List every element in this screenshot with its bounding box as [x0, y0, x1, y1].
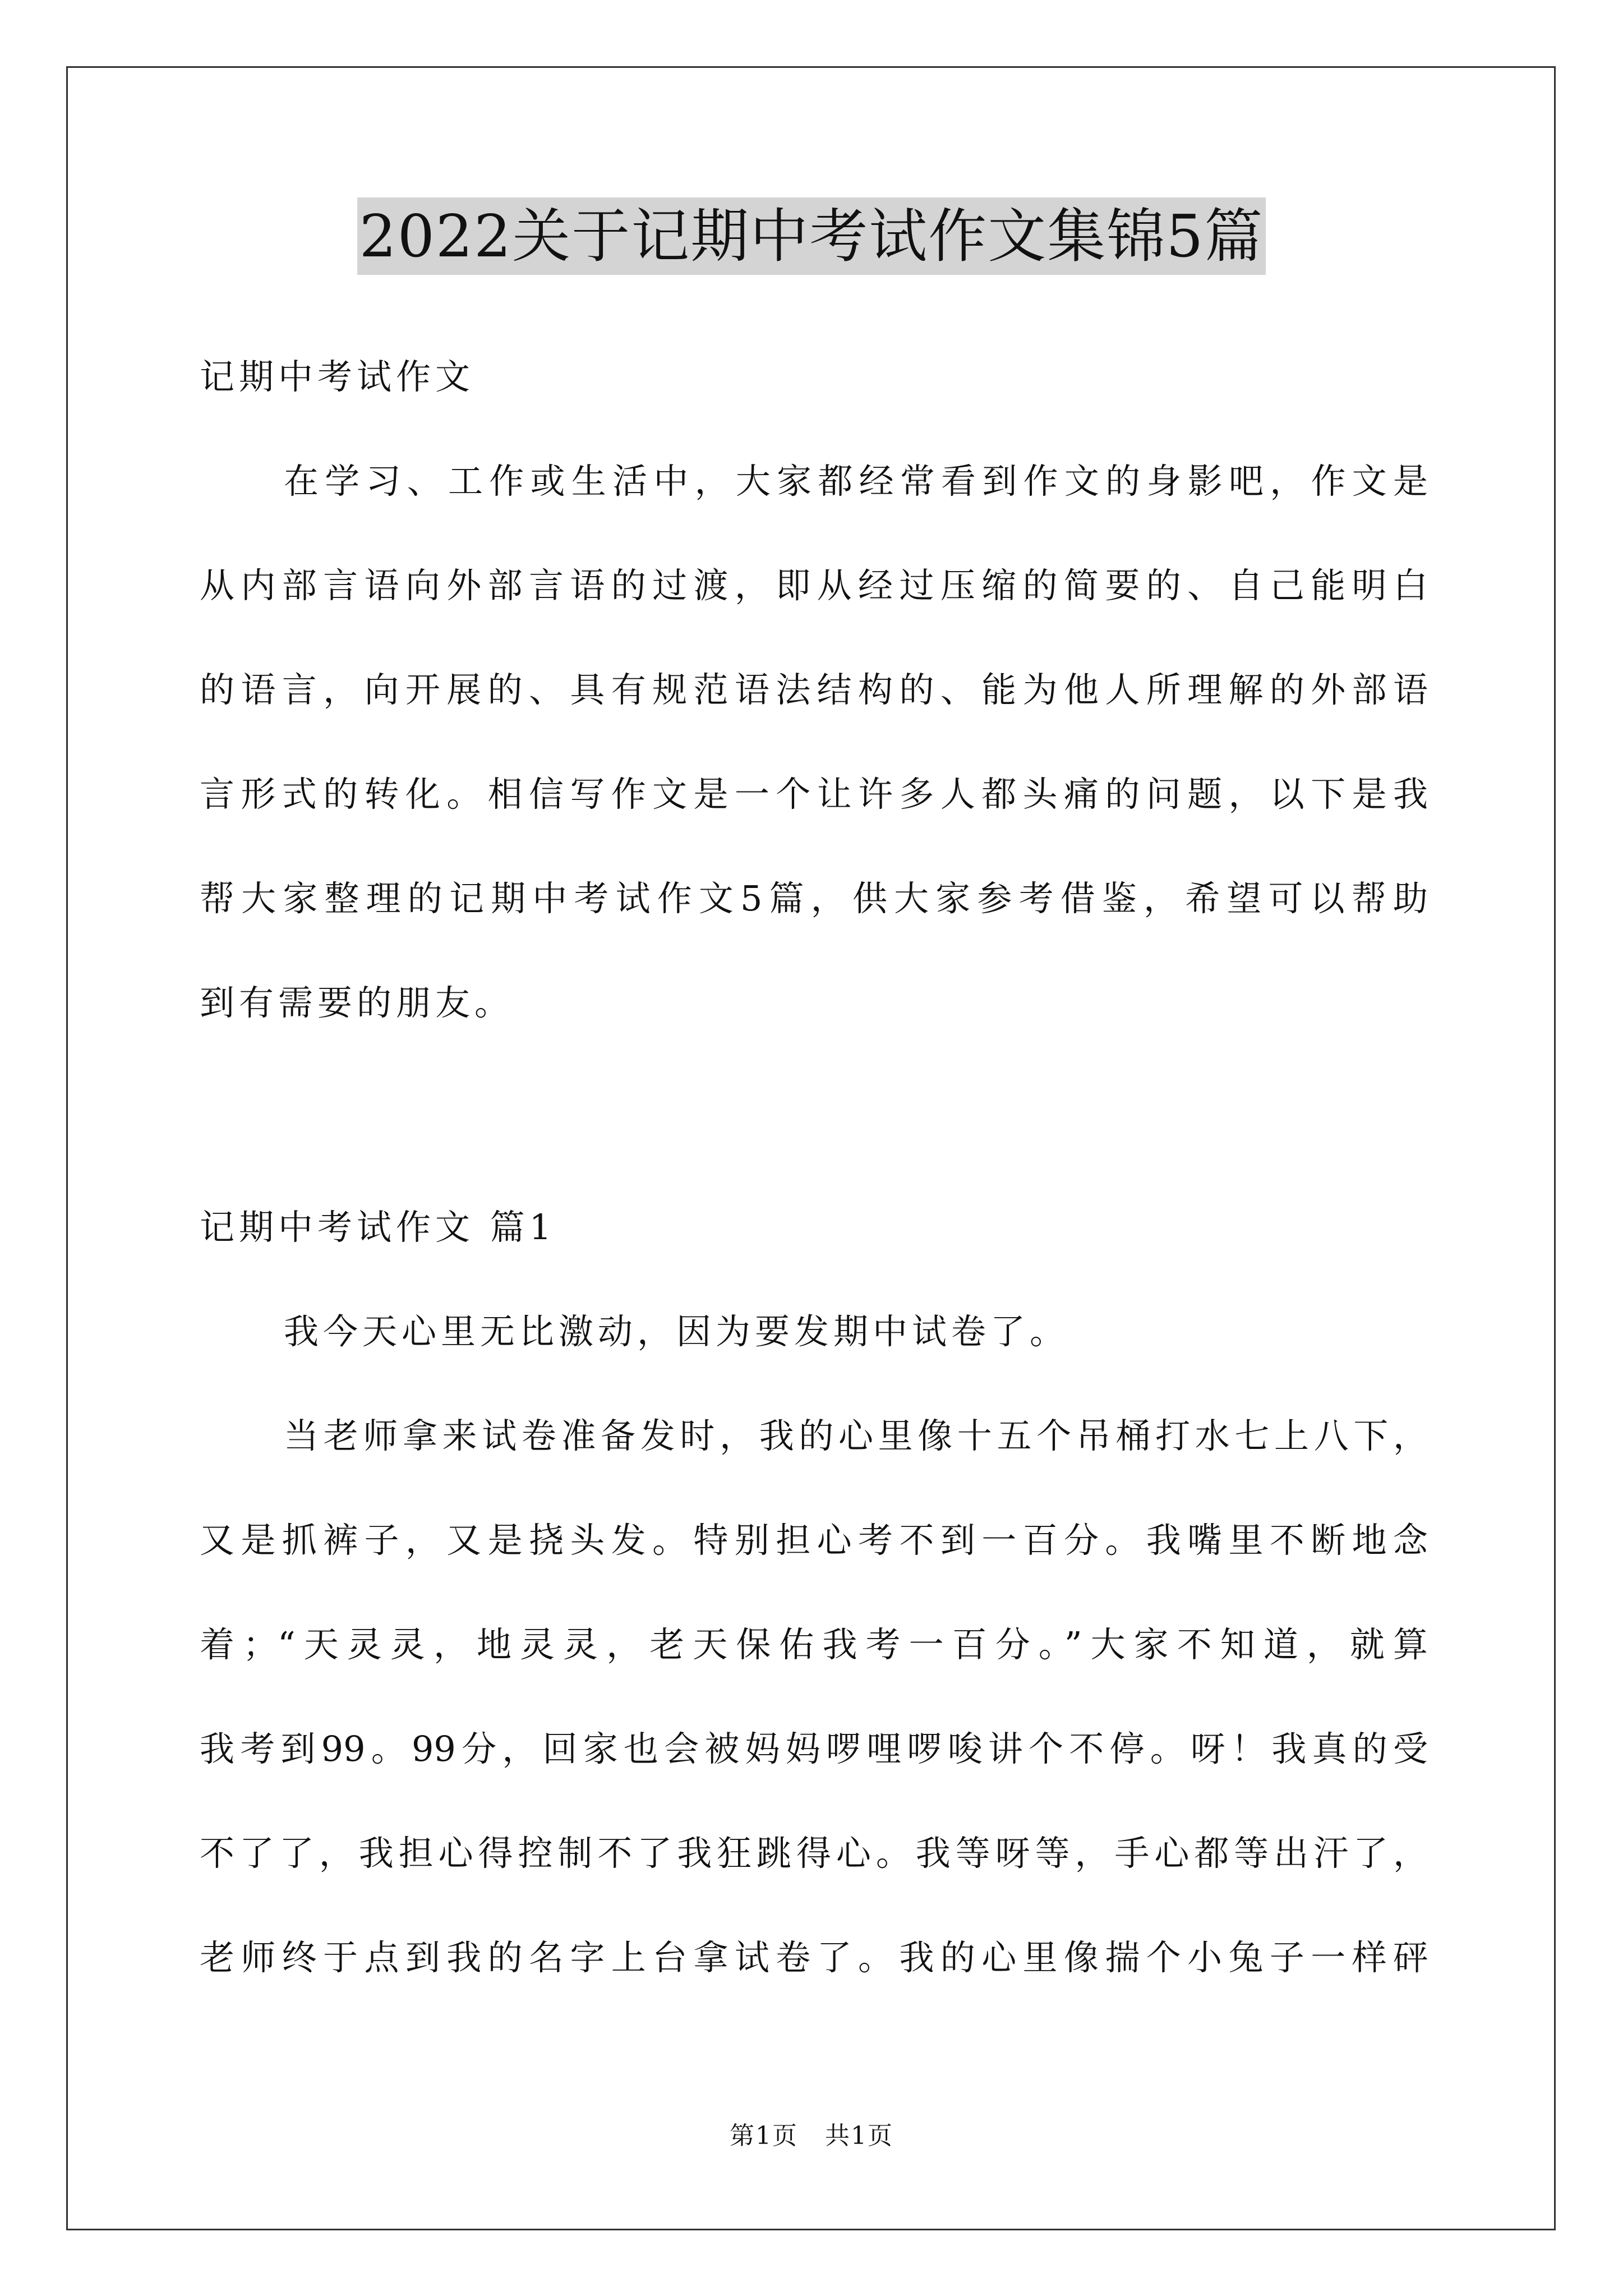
intro-line: 到有需要的朋友。: [200, 982, 514, 1023]
paragraph-line: 当老师拿来试卷准备发时，我的心里像十五个吊桶打水七上八下，: [284, 1415, 1428, 1456]
paragraph-line: 着；“天灵灵，地灵灵，老天保佑我考一百分。”大家不知道，就算: [200, 1624, 1428, 1665]
paragraph-line: 老师终于点到我的名字上台拿试卷了。我的心里像揣个小兔子一样砰: [200, 1937, 1428, 1978]
title-container: [0, 197, 1623, 275]
document-title: 2022关于记期中考试作文集锦5篇: [357, 197, 1266, 275]
paragraph-line: 我考到99。99分，回家也会被妈妈啰哩啰唆讲个不停。呀！我真的受: [200, 1728, 1428, 1769]
intro-line: 从内部言语向外部言语的过渡，即从经过压缩的简要的、自己能明白: [200, 565, 1428, 606]
page-footer: 第1页 共1页: [730, 2122, 893, 2150]
paragraph-line: 不了了，我担心得控制不了我狂跳得心。我等呀等，手心都等出汗了，: [200, 1833, 1428, 1874]
intro-line: 帮大家整理的记期中考试作文5篇，供大家参考借鉴，希望可以帮助: [200, 878, 1428, 919]
intro-line: 的语言，向开展的、具有规范语法结构的、能为他人所理解的外部语: [200, 669, 1428, 710]
section-heading: 记期中考试作文 篇1: [200, 1207, 556, 1248]
paragraph-line: 又是抓裤子，又是挠头发。特别担心考不到一百分。我嘴里不断地念: [200, 1520, 1428, 1561]
intro-heading: 记期中考试作文: [200, 356, 475, 397]
paragraph-line: 我今天心里无比激动，因为要发期中试卷了。: [284, 1311, 1069, 1352]
intro-line: 在学习、工作或生活中，大家都经常看到作文的身影吧，作文是: [284, 461, 1428, 501]
intro-line: 言形式的转化。相信写作文是一个让许多人都头痛的问题，以下是我: [200, 774, 1428, 815]
